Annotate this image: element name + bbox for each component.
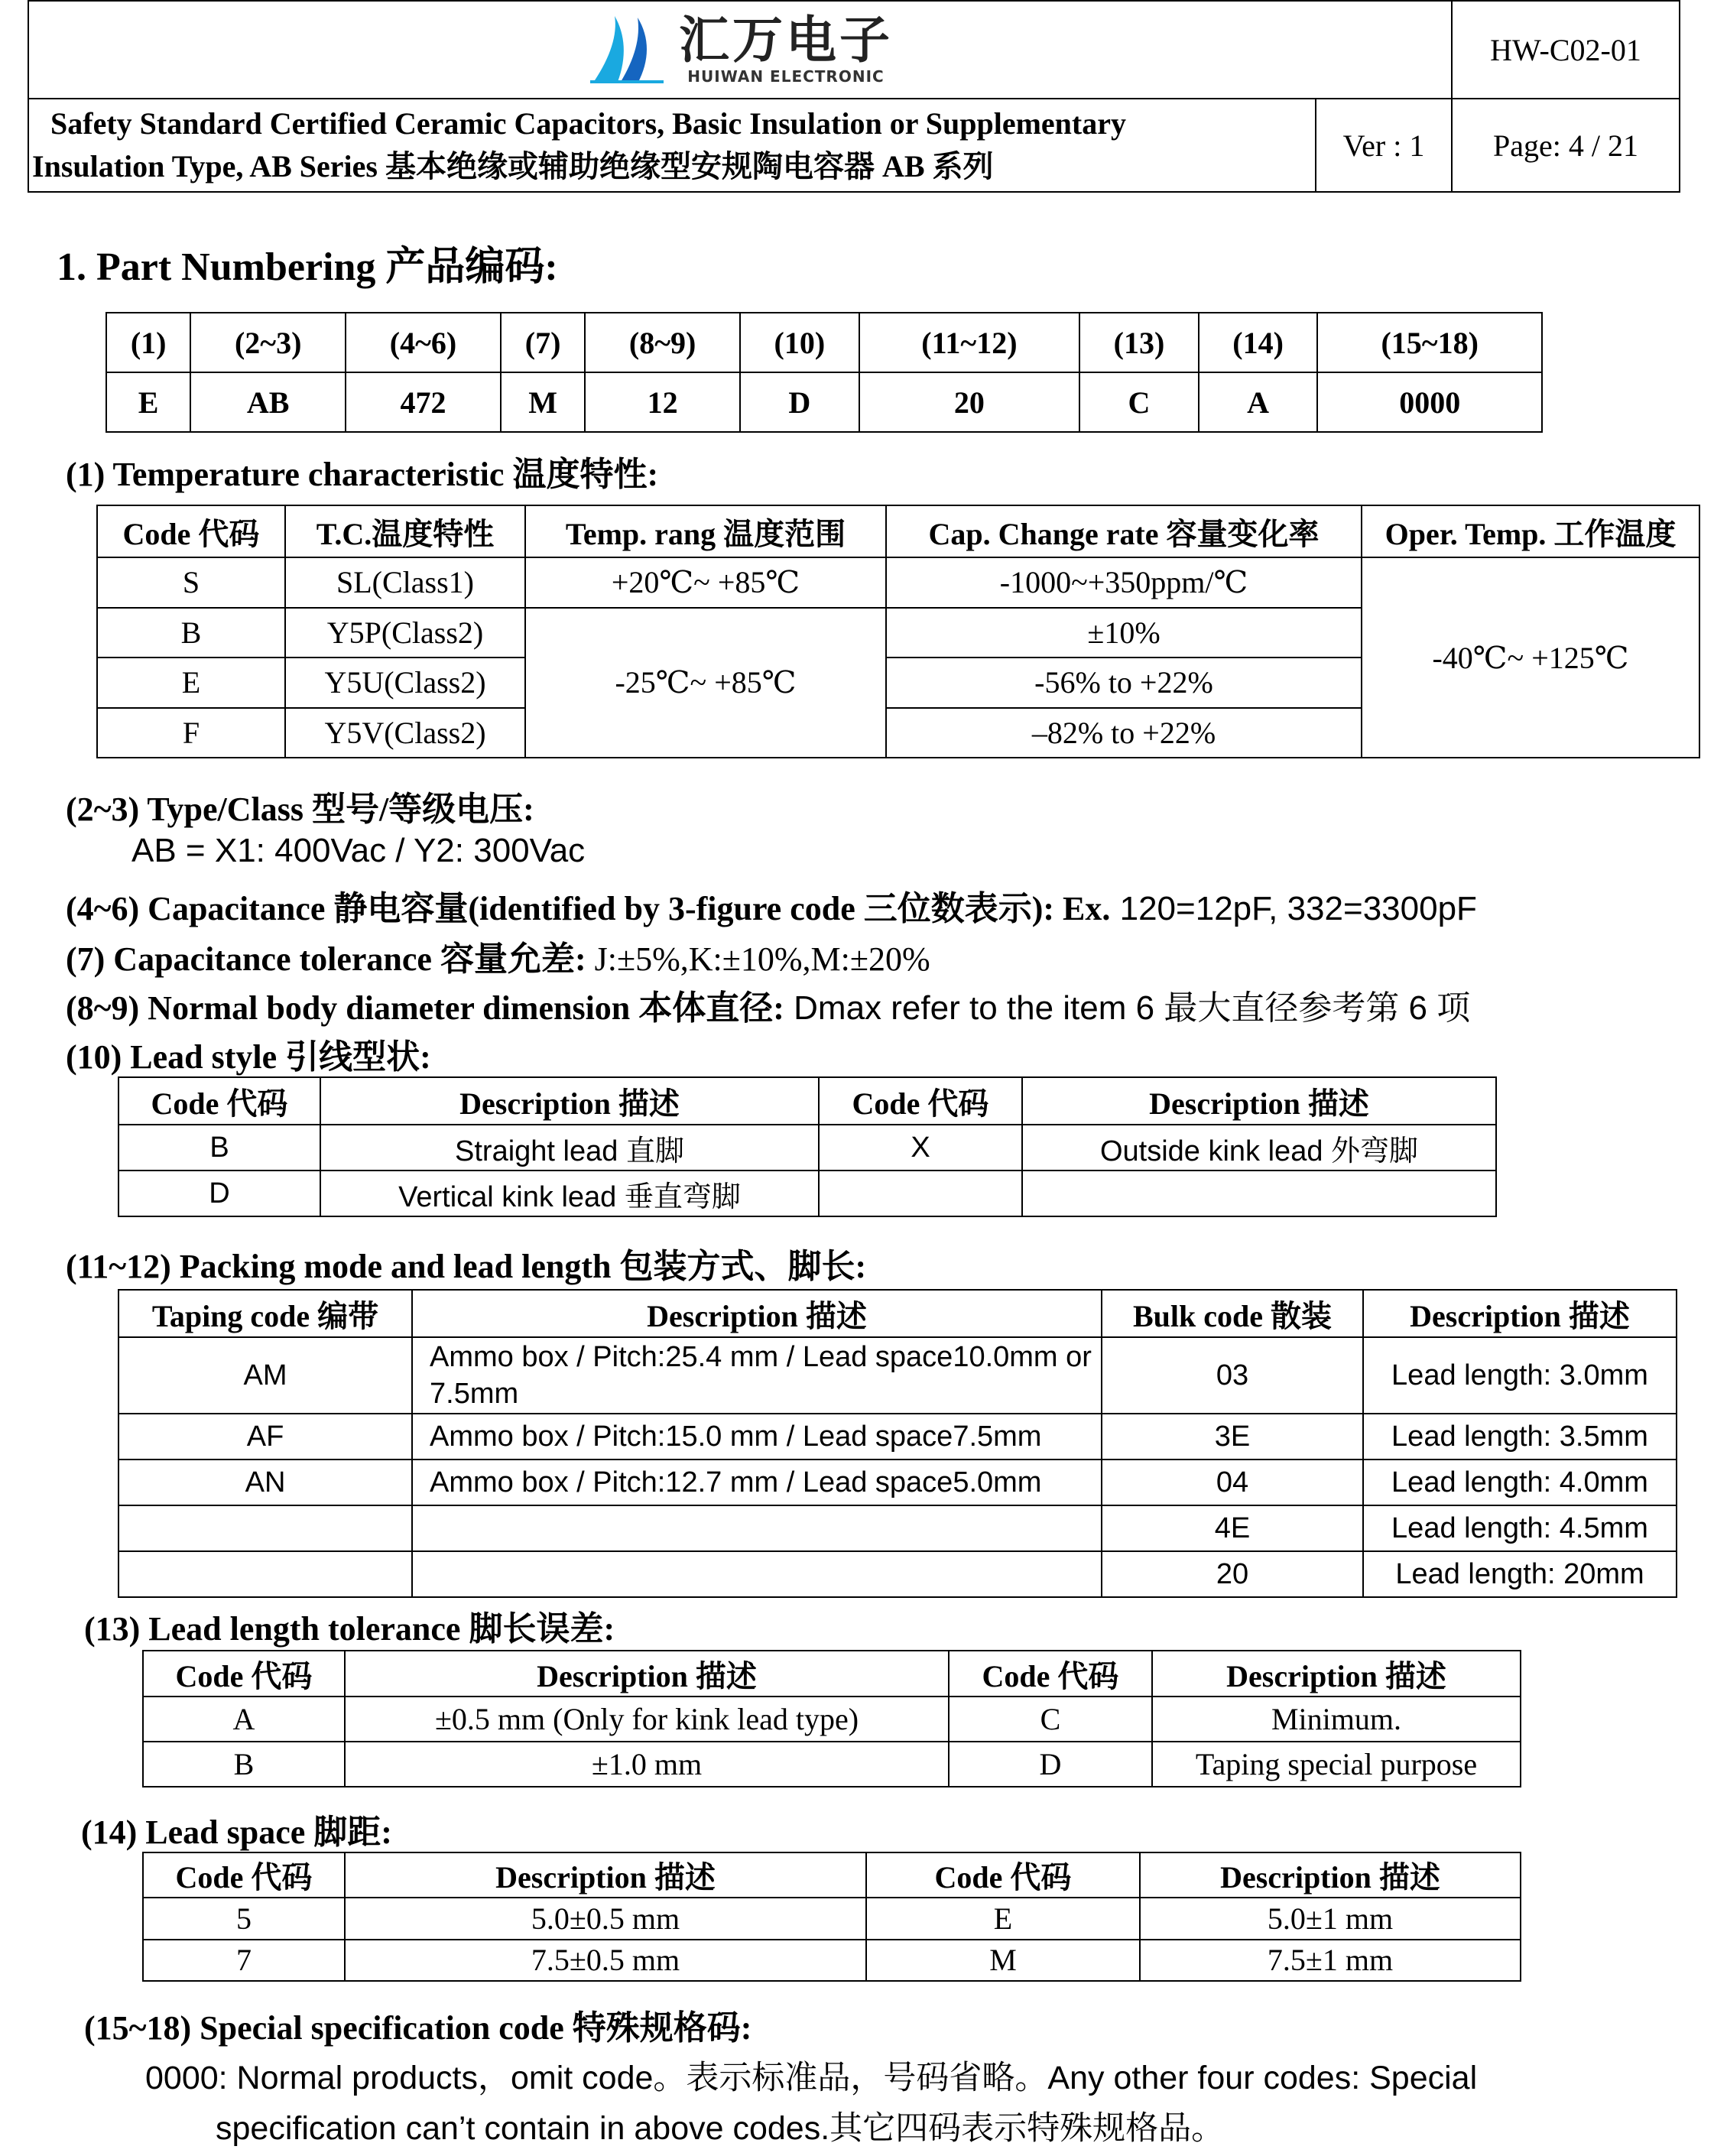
capacitance-line — [66, 881, 1477, 930]
temp-char-heading: (1) Temperature characteristic 温度特性: — [66, 456, 659, 493]
lead-tol-heading: (13) Lead length tolerance 脚长误差: — [84, 1610, 615, 1648]
space-desc: 5.0±1 mm — [1140, 1898, 1521, 1940]
space-code: E — [866, 1898, 1140, 1940]
tc-code: E — [97, 658, 285, 708]
col-header: Cap. Change rate 容量变化率 — [886, 505, 1362, 557]
tol-desc: Taping special purpose — [1152, 1742, 1521, 1787]
tolerance-line — [66, 931, 930, 980]
lead-code: D — [118, 1171, 320, 1216]
col-header: T.C.温度特性 — [285, 505, 525, 557]
col-header: Temp. rang 温度范围 — [525, 505, 886, 557]
tol-desc: Minimum. — [1152, 1697, 1521, 1742]
tc-range: +20℃~ +85℃ — [525, 557, 886, 608]
doc-title-line1: Safety Standard Certified Ceramic Capacitors, Basic Insulation or Supplementary — [50, 106, 1126, 141]
lead-desc: Straight lead 直脚 — [320, 1125, 819, 1171]
col-header: Code 代码 — [819, 1077, 1022, 1125]
bulk-code: 4E — [1102, 1505, 1363, 1551]
tc-class: Y5U(Class2) — [285, 658, 525, 708]
position-cell: (10) — [740, 313, 859, 372]
code-cell: E — [106, 372, 190, 432]
part-number-table — [106, 312, 1543, 433]
taping-code — [118, 1505, 412, 1551]
logo-cell — [28, 1, 1452, 99]
code-cell: 20 — [859, 372, 1079, 432]
col-header: Code 代码 — [949, 1651, 1152, 1697]
doc-title-line2: Insulation Type, AB Series 基本绝缘或辅助绝缘型安规陶电容器 AB 系列 — [32, 149, 994, 183]
packing-table — [118, 1289, 1677, 1598]
position-cell: (11~12) — [859, 313, 1079, 372]
tol-code: D — [949, 1742, 1152, 1787]
code-cell: C — [1079, 372, 1199, 432]
logo-english-text: HUIWAN ELECTRONIC — [687, 67, 885, 86]
position-cell: (14) — [1199, 313, 1318, 372]
col-header: Description 描述 — [1022, 1077, 1496, 1125]
code-cell: 0000 — [1317, 372, 1542, 432]
col-header: Code 代码 — [143, 1651, 345, 1697]
col-header: Code 代码 — [97, 505, 285, 557]
taping-code — [118, 1551, 412, 1597]
position-cell: (4~6) — [346, 313, 501, 372]
lead-space-table — [142, 1852, 1521, 1982]
bulk-desc: Lead length: 4.5mm — [1363, 1505, 1677, 1551]
bulk-code: 03 — [1102, 1337, 1363, 1414]
col-header: Taping code 编带 — [118, 1290, 412, 1337]
document-header — [28, 0, 1680, 193]
tolerance-label: (7) Capacitance tolerance 容量允差: — [66, 940, 586, 978]
code-cell: AB — [190, 372, 346, 432]
lead-style-heading: (10) Lead style 引线型状: — [66, 1038, 431, 1076]
doc-page: Page: 4 / 21 — [1452, 99, 1680, 192]
huiwan-logo-icon — [587, 11, 671, 88]
taping-desc: Ammo box / Pitch:25.4 mm / Lead space10.0mm or 7.5mm — [412, 1337, 1102, 1414]
tolerance-value: J:±5%,K:±10%,M:±20% — [586, 940, 930, 978]
special-line2: specification can’t contain in above codes.其它四码表示特殊规格品。 — [216, 2110, 1225, 2147]
taping-desc — [412, 1505, 1102, 1551]
tol-code: B — [143, 1742, 345, 1787]
tol-code: C — [949, 1697, 1152, 1742]
tol-code: A — [143, 1697, 345, 1742]
position-cell: (2~3) — [190, 313, 346, 372]
code-cell: 472 — [346, 372, 501, 432]
doc-code: HW-C02-01 — [1452, 1, 1680, 99]
space-code: 7 — [143, 1940, 345, 1982]
taping-code: AF — [118, 1414, 412, 1460]
diameter-value: Dmax refer to the item 6 最大直径参考第 6 项 — [784, 989, 1471, 1027]
bulk-desc: Lead length: 20mm — [1363, 1551, 1677, 1597]
tol-desc: ±1.0 mm — [345, 1742, 949, 1787]
col-header: Description 描述 — [320, 1077, 819, 1125]
taping-desc — [412, 1551, 1102, 1597]
lead-code: X — [819, 1125, 1022, 1171]
col-header: Code 代码 — [866, 1852, 1140, 1898]
taping-desc: Ammo box / Pitch:15.0 mm / Lead space7.5mm — [412, 1414, 1102, 1460]
bulk-desc: Lead length: 4.0mm — [1363, 1460, 1677, 1505]
bulk-code: 04 — [1102, 1460, 1363, 1505]
col-header: Description 描述 — [1152, 1651, 1521, 1697]
lead-tol-table — [142, 1650, 1521, 1787]
bulk-code: 3E — [1102, 1414, 1363, 1460]
space-desc: 7.5±0.5 mm — [345, 1940, 866, 1982]
col-header: Bulk code 散装 — [1102, 1290, 1363, 1337]
tc-class: SL(Class1) — [285, 557, 525, 608]
bulk-desc: Lead length: 3.0mm — [1363, 1337, 1677, 1414]
lead-code — [819, 1171, 1022, 1216]
packing-heading: (11~12) Packing mode and lead length 包装方式、脚长: — [66, 1248, 867, 1285]
space-desc: 5.0±0.5 mm — [345, 1898, 866, 1940]
position-cell: (7) — [501, 313, 585, 372]
tc-code: F — [97, 708, 285, 758]
type-class-value: AB = X1: 400Vac / Y2: 300Vac — [131, 832, 586, 869]
lead-code: B — [118, 1125, 320, 1171]
space-code: 5 — [143, 1898, 345, 1940]
code-cell: D — [740, 372, 859, 432]
col-header: Description 描述 — [345, 1852, 866, 1898]
type-class-heading: (2~3) Type/Class 型号/等级电压: — [66, 791, 534, 828]
tc-code: S — [97, 557, 285, 608]
capacitance-example: 120=12pF, 332=3300pF — [1110, 890, 1477, 927]
lead-space-heading: (14) Lead space 脚距: — [81, 1813, 392, 1851]
position-cell: (8~9) — [585, 313, 740, 372]
tc-rate: ±10% — [886, 608, 1362, 658]
diameter-label: (8~9) Normal body diameter dimension 本体直径: — [66, 989, 784, 1027]
temp-char-table — [96, 505, 1700, 758]
tc-class: Y5V(Class2) — [285, 708, 525, 758]
bulk-desc: Lead length: 3.5mm — [1363, 1414, 1677, 1460]
space-code: M — [866, 1940, 1140, 1982]
col-header: Oper. Temp. 工作温度 — [1362, 505, 1699, 557]
doc-version: Ver : 1 — [1316, 99, 1452, 192]
taping-code: AM — [118, 1337, 412, 1414]
special-line1: 0000: Normal products，omit code。表示标准品，号码省略。Any other four codes: Special — [145, 2060, 1478, 2096]
tc-rate: -1000~+350ppm/℃ — [886, 557, 1362, 608]
col-header: Description 描述 — [1140, 1852, 1521, 1898]
space-desc: 7.5±1 mm — [1140, 1940, 1521, 1982]
lead-desc: Vertical kink lead 垂直弯脚 — [320, 1171, 819, 1216]
tc-class: Y5P(Class2) — [285, 608, 525, 658]
taping-desc: Ammo box / Pitch:12.7 mm / Lead space5.0mm — [412, 1460, 1102, 1505]
position-cell: (15~18) — [1317, 313, 1542, 372]
col-header: Description 描述 — [1363, 1290, 1677, 1337]
code-cell: M — [501, 372, 585, 432]
doc-title — [28, 99, 1316, 192]
diameter-line — [66, 980, 1470, 1029]
col-header: Description 描述 — [412, 1290, 1102, 1337]
lead-desc — [1022, 1171, 1496, 1216]
tol-desc: ±0.5 mm (Only for kink lead type) — [345, 1697, 949, 1742]
col-header: Code 代码 — [143, 1852, 345, 1898]
tc-range-class2: -25℃~ +85℃ — [525, 608, 886, 758]
lead-desc: Outside kink lead 外弯脚 — [1022, 1125, 1496, 1171]
taping-code: AN — [118, 1460, 412, 1505]
oper-temp: -40℃~ +125℃ — [1362, 557, 1699, 758]
position-cell: (1) — [106, 313, 190, 372]
special-heading: (15~18) Special specification code 特殊规格码: — [84, 2009, 752, 2047]
tc-code: B — [97, 608, 285, 658]
col-header: Description 描述 — [345, 1651, 949, 1697]
tc-rate: -56% to +22% — [886, 658, 1362, 708]
tc-rate: –82% to +22% — [886, 708, 1362, 758]
lead-style-table — [118, 1076, 1497, 1217]
code-cell: 12 — [585, 372, 740, 432]
section-title: 1. Part Numbering 产品编码: — [57, 245, 558, 289]
code-cell: A — [1199, 372, 1318, 432]
logo-chinese-text: 汇万电子 — [679, 11, 893, 70]
col-header: Code 代码 — [118, 1077, 320, 1125]
position-cell: (13) — [1079, 313, 1199, 372]
bulk-code: 20 — [1102, 1551, 1363, 1597]
capacitance-label: (4~6) Capacitance 静电容量(identified by 3-figure code 三位数表示): Ex. — [66, 890, 1111, 927]
